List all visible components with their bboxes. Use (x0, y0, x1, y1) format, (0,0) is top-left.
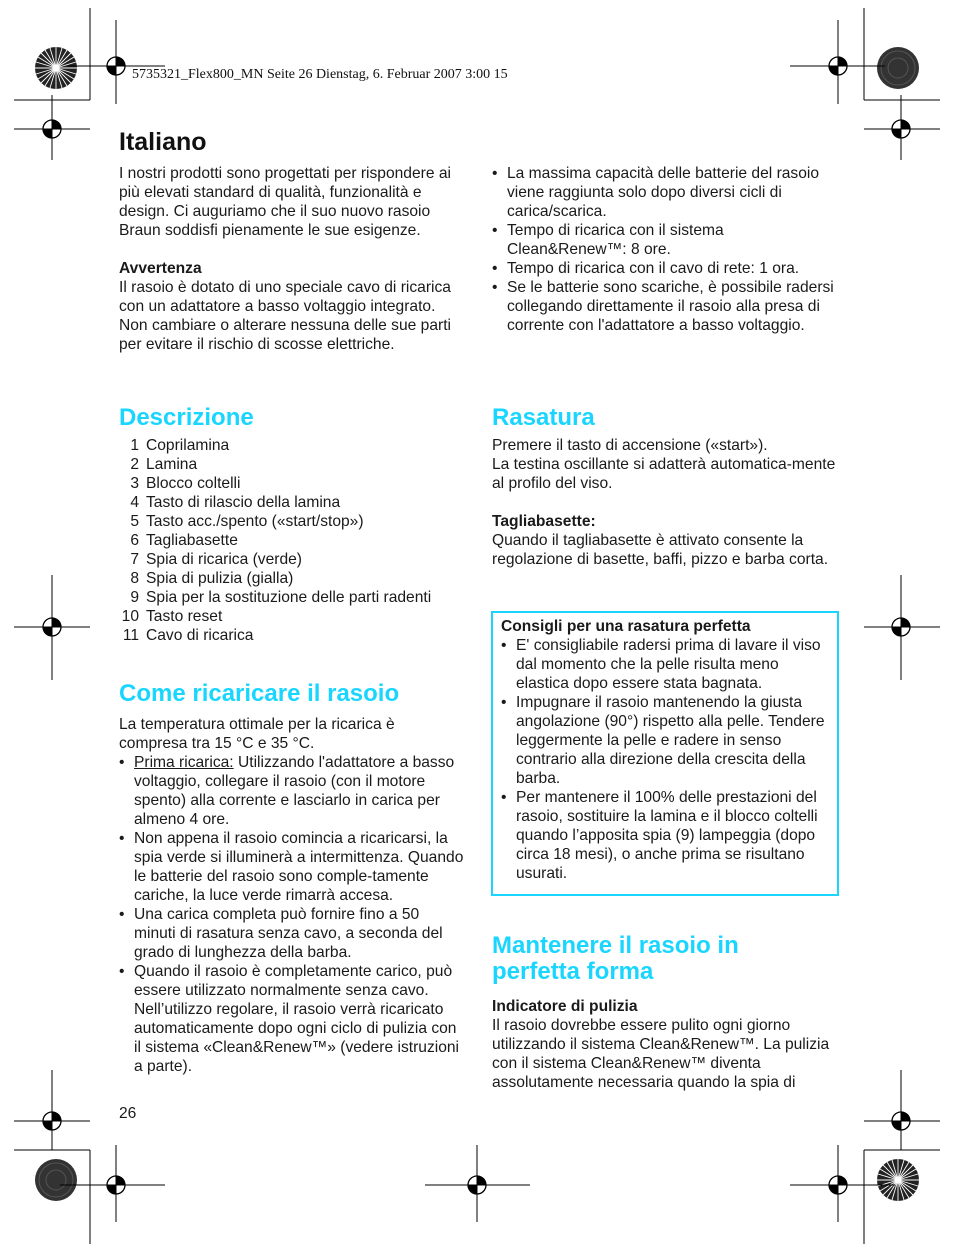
rasatura-section (492, 405, 837, 569)
rasatura-heading: Rasatura (492, 404, 595, 431)
list-item: 3 Blocco coltelli (130, 475, 241, 492)
list-item: 7 Spia di ricarica (verde) (130, 551, 302, 568)
list-item: • Quando il rasoio è completamente carico, può essere utilizzato normalmente senza cavo. Nell’utilizzo regolare, il rasoio verrà ricaricato automaticamente dopo ogni ciclo di pulizia con il sistema «Clean&Renew™» (vedere istruzioni a parte). (119, 962, 464, 1076)
intro-text: I nostri prodotti sono progettati per rispondere ai più elevati standard di qualità, funzionalità e design. Ci auguriamo che il suo nuovo rasoio Braun soddisfi pienamente le sue esigenze. (119, 165, 451, 239)
page-number: 26 (119, 1105, 137, 1122)
list-item: 10 Tasto reset (121, 608, 223, 625)
trimmer-heading: Tagliabasette: (492, 513, 596, 530)
warning-text: Il rasoio è dotato di uno speciale cavo di ricarica con un adattatore a basso voltaggio integrato. Non cambiare o alterare nessuna delle sue parti per evitare il rischio di scosse elettriche. (119, 279, 451, 353)
list-item: 5 Tasto acc./spento («start/stop») (130, 513, 364, 530)
ricarica-section (119, 681, 464, 1076)
list-item: • Prima ricarica: Utilizzando l'adattatore a basso voltaggio, collegare il rasoio (con il motore spento) alla corrente e lasciarlo in carica per almeno 4 ore. (119, 753, 464, 829)
list-item: • E' consigliabile radersi prima di lavare il viso dal momento che la pelle risulta meno elastica dopo essere stata bagnata. (501, 636, 829, 693)
manutenzione-text: Il rasoio dovrebbe essere pulito ogni giorno utilizzando il sistema Clean&Renew™. La pulizia con il sistema Clean&Renew™ diventa assolutamente necessaria quando la spia di (492, 1017, 830, 1091)
starburst-mark (35, 47, 77, 89)
starburst-mark (877, 47, 919, 89)
intro-block (119, 164, 464, 354)
list-item: 9 Spia per la sostituzione delle parti radenti (130, 589, 432, 606)
battery-note: • Tempo di ricarica con il sistema Clean&Renew™: 8 ore. (492, 221, 837, 259)
descrizione-heading: Descrizione (119, 404, 254, 431)
manutenzione-heading: Mantenere il rasoio in perfetta forma (492, 932, 739, 985)
ricarica-intro: La temperatura ottimale per la ricarica è compresa tra 15 °C e 35 °C. (119, 716, 395, 752)
tips-box (491, 611, 839, 896)
first-charge-label: Prima ricarica: (134, 754, 234, 771)
list-item: • Impugnare il rasoio mantenendo la giusta angolazione (90°) rispetto alla pelle. Tendere leggermente la pelle e radere in senso contrario alla direzione della crescita della barba. (501, 693, 829, 788)
rasatura-text: Premere il tasto di accensione («start»). (492, 437, 768, 454)
cleaning-indicator-heading: Indicatore di pulizia (492, 998, 638, 1015)
list-item: • Non appena il rasoio comincia a ricaricarsi, la spia verde si illuminerà a intermittenza. Quando le batterie del rasoio sono comple-tamente cariche, la luce verde rimarrà accesa. (119, 829, 464, 905)
manutenzione-section (492, 933, 837, 1092)
list-item: 4 Tasto di rilascio della lamina (130, 494, 341, 511)
list-item: 11 Cavo di ricarica (122, 627, 254, 644)
tips-heading: Consigli per una rasatura perfetta (501, 618, 751, 635)
battery-note: • Se le batterie sono scariche, è possibile radersi collegando direttamente il rasoio alla presa di corrente con l'adattatore a basso voltaggio. (492, 278, 837, 335)
starburst-mark (877, 1159, 919, 1201)
parts-list (119, 436, 464, 645)
starburst-mark (35, 1159, 77, 1201)
ricarica-heading: Come ricaricare il rasoio (119, 680, 400, 707)
list-item: • Per mantenere il 100% delle prestazioni del rasoio, sostituire la lamina e il blocco coltelli quando l’apposita spia (9) lampeggia (dopo circa 18 mesi), o anche prima se risultano usurati. (501, 788, 829, 883)
warning-heading: Avvertenza (119, 260, 202, 277)
rasatura-text: La testina oscillante si adatterà automatica-mente al profilo del viso. (492, 456, 836, 492)
list-item: 2 Lamina (130, 456, 198, 473)
page-title: Italiano (119, 128, 207, 156)
list-item: 6 Tagliabasette (130, 532, 238, 549)
battery-notes (492, 164, 837, 335)
file-header: 5735321_Flex800_MN Seite 26 Dienstag, 6. Februar 2007 3:00 15 (132, 67, 508, 82)
trimmer-text: Quando il tagliabasette è attivato consente la regolazione di basette, baffi, pizzo e barba corta. (492, 532, 829, 568)
battery-note: • La massima capacità delle batterie del rasoio viene raggiunta solo dopo diversi cicli di carica/scarica. (492, 164, 837, 221)
descrizione-section (119, 405, 464, 645)
list-item: 8 Spia di pulizia (gialla) (130, 570, 294, 587)
list-item: • Una carica completa può fornire fino a 50 minuti di rasatura senza cavo, a seconda del grado di lunghezza della barba. (119, 905, 464, 962)
battery-note: • Tempo di ricarica con il cavo di rete: 1 ora. (492, 259, 837, 278)
list-item: 1 Coprilamina (130, 437, 230, 454)
